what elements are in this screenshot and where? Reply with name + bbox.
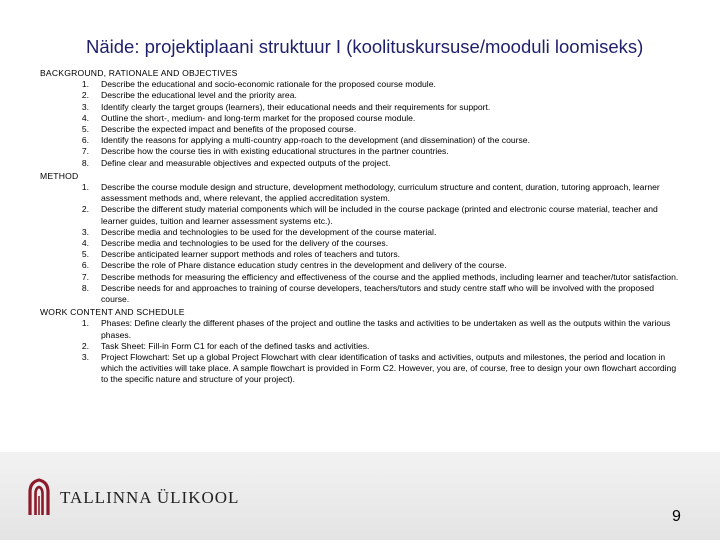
list-item [40,146,680,157]
list-item [40,341,680,352]
item-number: 2. [81,340,89,351]
section-heading: METHOD [40,170,79,181]
item-number: 6. [81,260,89,271]
list-item [40,260,680,271]
numbered-list [40,182,680,305]
list-item [40,249,680,260]
list-item [40,283,680,305]
list-item [40,238,680,249]
list-item [40,90,680,101]
numbered-list [40,79,680,169]
item-number: 7. [81,271,89,282]
section-work-content [40,307,680,385]
university-logo-icon [26,478,52,516]
item-text: Describe the educational and socio-economic rationale for the proposed course module. [101,79,436,90]
list-item [40,113,680,124]
item-number: 1. [81,79,89,90]
item-text: Describe the role of Phare distance education study centres in the development and delivery of the course. [101,260,507,271]
item-text: Describe anticipated learner support methods and roles of teachers and tutors. [101,249,401,260]
list-item [40,182,680,204]
item-number: 7. [81,146,89,157]
item-text: Describe needs for and approaches to training of course developers, teachers/tutors and study centre staff who will be involved with the proposed course. [101,282,655,305]
item-text: Describe the educational level and the priority area. [101,90,297,101]
item-number: 2. [81,204,89,215]
item-text: Describe the expected impact and benefits of the proposed course. [101,124,357,135]
item-text: Describe media and technologies to be used for the development of the course material. [101,226,437,237]
item-text: Phases: Define clearly the different phases of the project and outline the tasks and activities to be undertaken as well as the outputs within the various phases. [101,318,671,340]
item-number: 4. [81,112,89,123]
list-item [40,352,680,386]
numbered-list [40,318,680,385]
page-number: 9 [672,508,681,525]
item-text: Describe how the course ties in with existing educational structures in the partner countries. [101,146,449,157]
section-background [40,68,680,169]
list-item [40,272,680,283]
list-item [40,158,680,169]
item-number: 1. [81,182,89,193]
list-item [40,79,680,90]
list-item [40,227,680,238]
university-name: TALLINNA ÜLIKOOL [60,488,240,507]
item-text: Identify the reasons for applying a multi-country app-roach to the development (and dissemination) of the course. [101,135,530,146]
item-number: 1. [81,318,89,329]
item-text: Project Flowchart: Set up a global Project Flowchart with clear identification of tasks and activities, outputs and milestones, the period and location in which the activities will take place. A sample flowchart is provided in Form C2. However, you are, of course, free to design your own flowchart according to the specific nature and structure of your project). [101,352,677,385]
list-item [40,204,680,226]
item-number: 8. [81,157,89,168]
item-number: 5. [81,249,89,260]
item-number: 6. [81,135,89,146]
item-number: 3. [81,226,89,237]
item-number: 5. [81,124,89,135]
slide-title: Näide: projektiplaani struktuur I (koolituskursuse/mooduli loomiseks) [86,36,644,57]
item-text: Describe the different study material components which will be included in the course package (printed and electronic course material, teacher and learner guides, tuition and learner assessment systems etc.). [101,204,658,226]
section-method [40,171,680,305]
item-number: 3. [81,101,89,112]
item-number: 2. [81,90,89,101]
item-text: Describe media and technologies to be used for the delivery of the courses. [101,238,389,249]
item-text: Describe the course module design and structure, development methodology, curriculum structure and content, duration, tutoring approach, learner assessment methods and, where relevant, the applied accreditation system. [101,182,660,204]
section-heading: WORK CONTENT AND SCHEDULE [40,307,185,318]
item-text: Define clear and measurable objectives and expected outputs of the project. [101,157,391,168]
list-item [40,102,680,113]
list-item [40,135,680,146]
item-text: Task Sheet: Fill-in Form C1 for each of the defined tasks and activities. [101,340,370,351]
item-number: 8. [81,282,89,293]
slide-content [40,68,680,386]
list-item [40,124,680,135]
item-number: 4. [81,238,89,249]
section-heading: BACKGROUND, RATIONALE AND OBJECTIVES [40,68,238,78]
item-number: 3. [81,352,89,363]
item-text: Describe methods for measuring the efficiency and effectiveness of the course and the applied methods, including learner and teacher/tutor satisfaction. [101,271,679,282]
item-text: Outline the short-, medium- and long-term market for the proposed course module. [101,112,416,123]
item-text: Identify clearly the target groups (learners), their educational needs and their requirements for support. [101,101,491,112]
list-item [40,318,680,340]
